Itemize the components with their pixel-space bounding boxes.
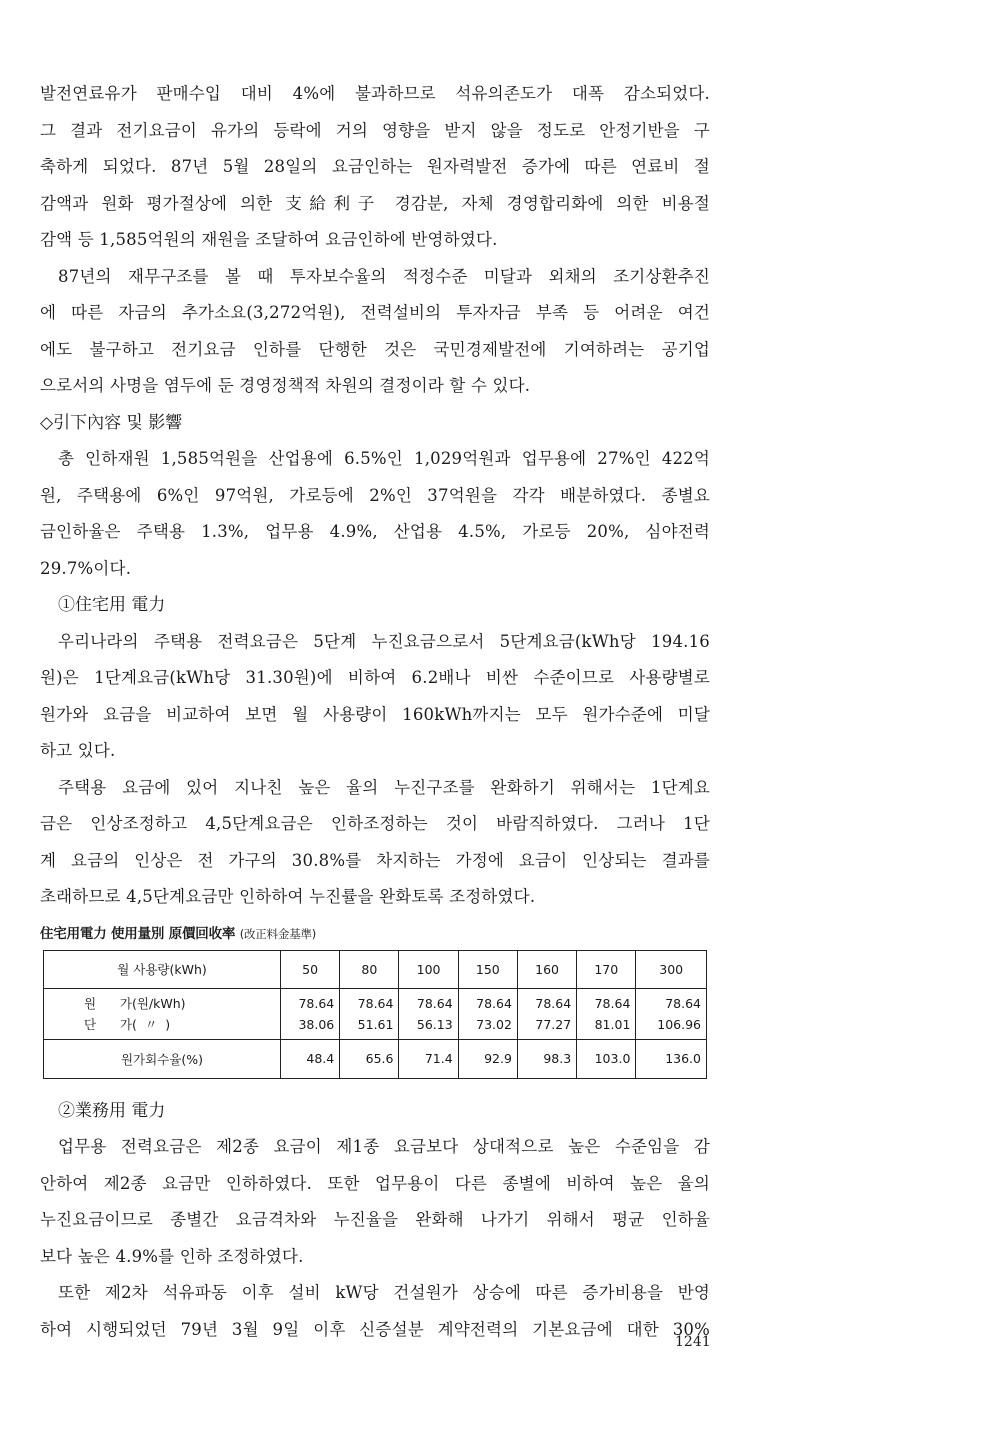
text-line: 29.7%이다. [40, 558, 132, 578]
text-line: 하여 시행되었던 79년 3월 9일 이후 신증설분 계약전력의 기본요금에 대한 30% [40, 1319, 710, 1339]
text-line: 하고 있다. [40, 741, 116, 760]
table-row-cost-price [44, 988, 707, 1039]
paragraph-1 [40, 76, 710, 259]
table-title-note: (改正料金基準) [239, 926, 317, 941]
subsection-heading-commercial: ②業務用 電力 [58, 1100, 166, 1121]
table-cell: 78.64 38.06 [281, 988, 340, 1039]
section-paragraph [40, 441, 710, 587]
row-label-cost-price [44, 988, 281, 1039]
text-line: 그 결과 전기요금이 유가의 등락에 거의 영향을 받지 않을 정도로 안정기반을 구 [40, 120, 710, 140]
text-line: 주택용 요금에 있어 지나친 높은 율의 누진구조를 완화하기 위해서는 1단계요 [58, 777, 710, 797]
text-line: 초래하므로 4,5단계요금만 인하하여 누진률을 완화토록 조정하였다. [40, 887, 536, 906]
table-cell: 71.4 [399, 1039, 458, 1078]
residential-paragraph-2 [40, 770, 710, 916]
text-line: 원)은 1단계요금(kWh당 31.30원)에 비하여 6.2배나 비싼 수준이므로 사용량별로 [40, 668, 710, 687]
row-label-cost: 원 가(원/kWh) [84, 995, 186, 1011]
header-cell: 80 [340, 950, 399, 988]
text-line: 금은 인상조정하고 4,5단계요금은 인하조정하는 것이 바람직하였다. 그러나 1단 [40, 814, 710, 833]
text-line: 업무용 전력요금은 제2종 요금이 제1종 요금보다 상대적으로 높은 수준임을 감 [58, 1137, 710, 1156]
header-cell: 300 [636, 950, 707, 988]
header-cell: 100 [399, 950, 458, 988]
cost-recovery-table [43, 950, 707, 1079]
page-number: 1241 [675, 1334, 711, 1350]
residential-paragraph-1 [40, 624, 710, 770]
text-line: 금인하율은 주택용 1.3%, 업무용 4.9%, 산업용 4.5%, 가로등 20%, 심야전력 [40, 522, 710, 541]
text-line: 총 인하재원 1,585억원을 산업용에 6.5%인 1,029억원과 업무용에 27%인 422억 [58, 449, 710, 468]
header-cell: 50 [281, 950, 340, 988]
table-title-text: 住宅用電力 使用量別 原價回收率 [40, 925, 236, 942]
table-cell: 136.0 [636, 1039, 707, 1078]
table-cell: 78.64 51.61 [340, 988, 399, 1039]
text-line: 원, 주택용에 6%인 97억원, 가로등에 2%인 37억원을 각각 배분하였다. 종별요 [40, 485, 710, 505]
table-cell: 48.4 [281, 1039, 340, 1078]
text-line: 누진요금이므로 종별간 요금격차와 누진율을 완화해 나가기 위해서 평균 인하율 [40, 1210, 710, 1229]
table-cell: 78.64 56.13 [399, 988, 458, 1039]
text-line: 으로서의 사명을 염두에 둔 경영정책적 차원의 결정이라 할 수 있다. [40, 376, 531, 395]
text-line: 계 요금의 인상은 전 가구의 30.8%를 차지하는 가정에 요금이 인상되는 결과를 [40, 850, 710, 870]
table-cell: 78.64 106.96 [636, 988, 707, 1039]
table-row-recovery-rate [44, 1039, 707, 1078]
commercial-paragraph-2 [40, 1275, 710, 1348]
text-line: 87년의 재무구조를 볼 때 투자보수율의 적정수준 미달과 외채의 조기상환추진 [58, 266, 710, 286]
text-line: 감액과 원화 평가절상에 의한 支給利子 경감분, 자체 경영합리화에 의한 비용절 [40, 193, 710, 213]
table-title [40, 922, 710, 942]
text-line: 보다 높은 4.9%를 인하 조정하였다. [40, 1246, 304, 1266]
table-cell: 92.9 [458, 1039, 517, 1078]
text-line: 원가와 요금을 비교하여 보면 월 사용량이 160kWh까지는 모두 원가수준에 미달 [40, 704, 710, 724]
row-label-price: 단 가( 〃 ) [84, 1016, 171, 1032]
text-line: 에도 불구하고 전기요금 인하를 단행한 것은 국민경제발전에 기여하려는 공기업 [40, 339, 710, 359]
table-cell: 78.64 73.02 [458, 988, 517, 1039]
text-line: 발전연료유가 판매수입 대비 4%에 불과하므로 석유의존도가 대폭 감소되었다. [40, 84, 710, 103]
text-line: 에 따른 자금의 추가소요(3,272억원), 전력설비의 투자자금 부족 등 어려운 여건 [40, 303, 710, 322]
header-cell: 170 [577, 950, 636, 988]
table-cell: 98.3 [517, 1039, 576, 1078]
text-line: 우리나라의 주택용 전력요금은 5단계 누진요금으로서 5단계요금(kWh당 194.16 [58, 631, 710, 651]
header-label: 월 사용량(kWh) [44, 950, 281, 988]
paragraph-2 [40, 259, 710, 405]
row-label-rate: 원가회수율(%) [44, 1039, 281, 1078]
text-line: 축하게 되었다. 87년 5월 28일의 요금인하는 원자력발전 증가에 따른 연료비 절 [40, 157, 710, 176]
table-cell: 78.64 77.27 [517, 988, 576, 1039]
text-line: 감액 등 1,585억원의 재원을 조달하여 요금인하에 반영하였다. [40, 230, 498, 249]
header-cell: 160 [517, 950, 576, 988]
subsection-heading-residential: ①住宅用 電力 [58, 595, 166, 615]
section-heading: ◇引下內容 및 影響 [40, 412, 183, 433]
text-line: 안하여 제2종 요금만 인하하였다. 또한 업무용이 다른 종별에 비하여 높은 율의 [40, 1173, 710, 1193]
table-cell: 65.6 [340, 1039, 399, 1078]
commercial-paragraph-1 [40, 1129, 710, 1275]
text-line: 또한 제2차 석유파동 이후 설비 kW당 건설원가 상승에 따른 증가비용을 반영 [58, 1283, 710, 1302]
table-cell: 78.64 81.01 [577, 988, 636, 1039]
table-cell: 103.0 [577, 1039, 636, 1078]
document-page [40, 76, 710, 1348]
table-header-row [44, 950, 707, 988]
header-cell: 150 [458, 950, 517, 988]
